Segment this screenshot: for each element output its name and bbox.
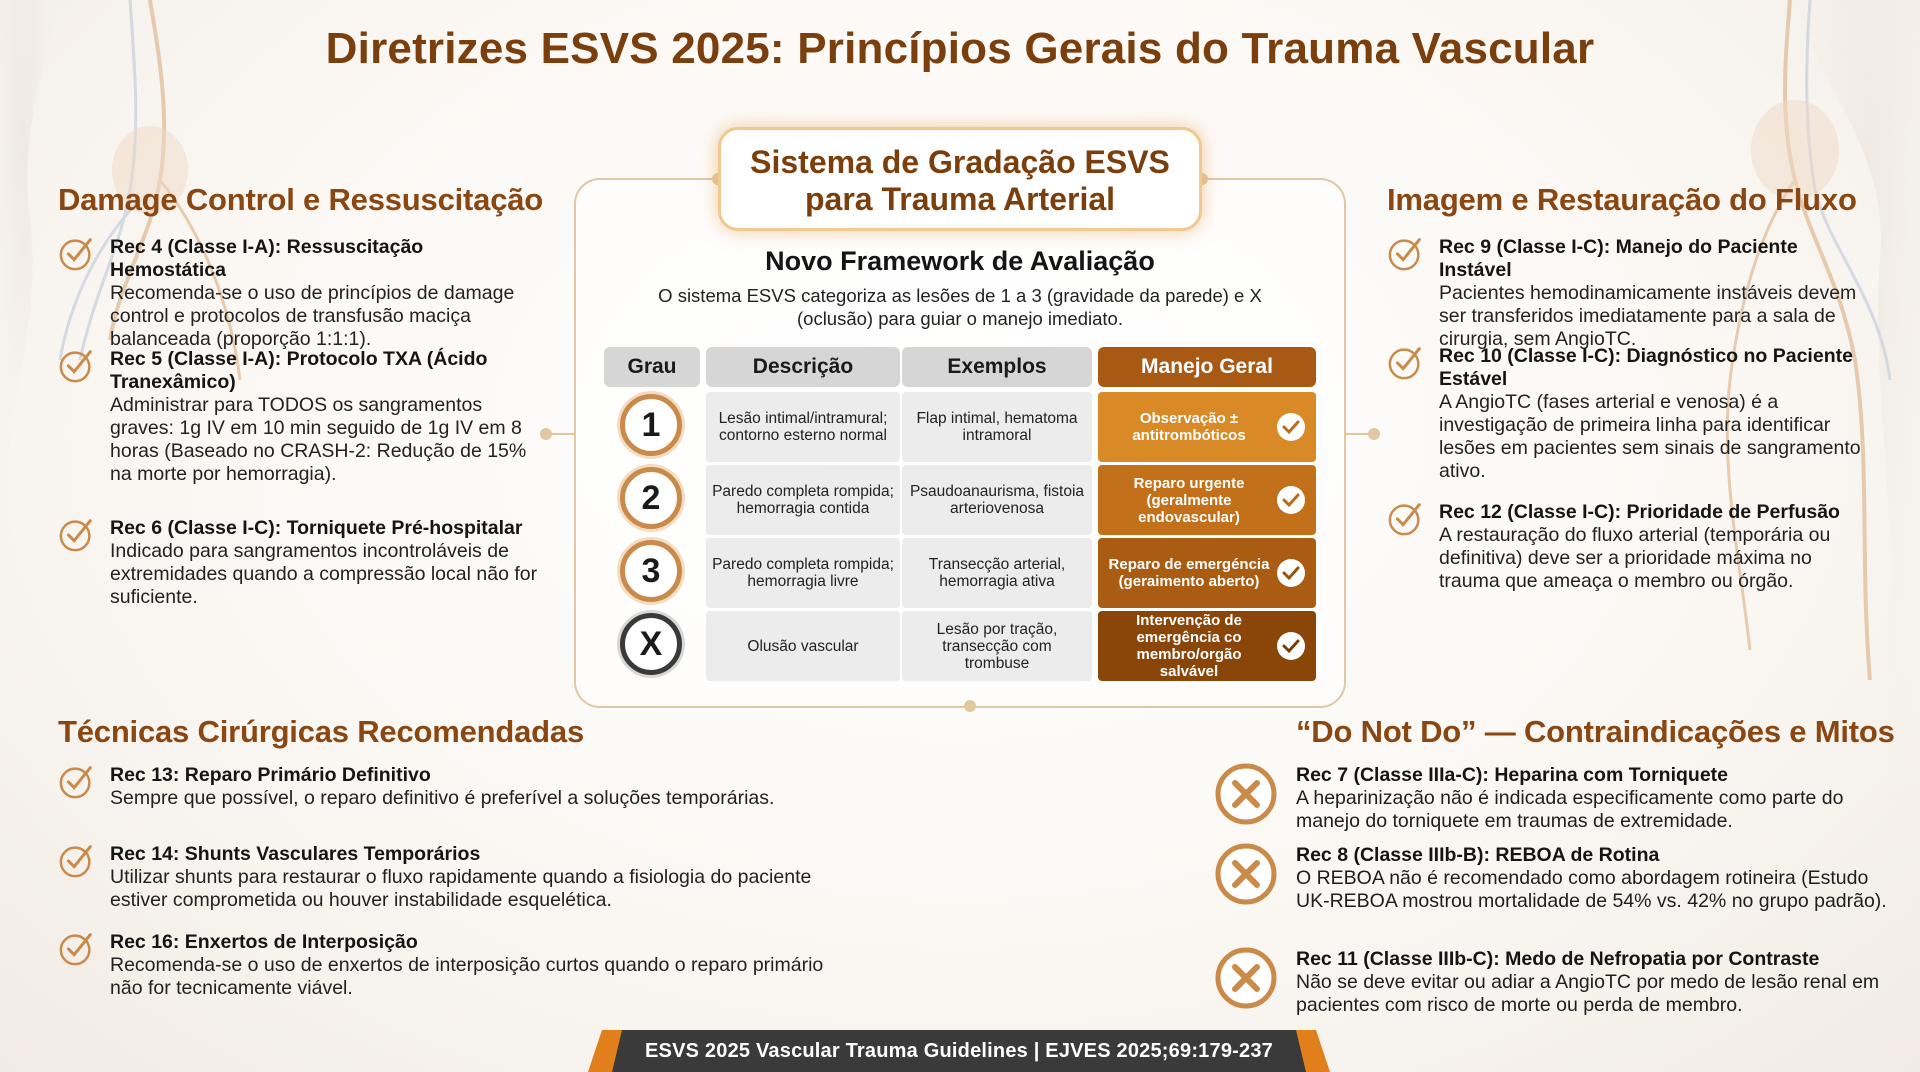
rec-item xyxy=(58,517,538,609)
rec-item xyxy=(1387,236,1867,351)
table-cell-exemplos: Flap intimal, hematoma intramoral xyxy=(902,392,1092,462)
rec-text: O REBOA não é recomendado como abordagem rotineira (Estudo UK-REBOA mostrou mortalidade de 54% vs. 42% no grupo padrão). xyxy=(1296,867,1887,912)
grade-badge: 3 xyxy=(620,540,682,602)
framework-description: O sistema ESVS categoriza as lesões de 1 a 3 (gravidade da parede) e X (oclusão) para guiar o manejo imediato. xyxy=(658,285,1262,329)
grade-badge: X xyxy=(620,613,682,675)
check-circle-icon xyxy=(58,234,96,272)
rec-item xyxy=(58,348,538,486)
donotdo-item xyxy=(1214,764,1894,833)
check-circle-icon xyxy=(58,841,96,879)
rec-text: A restauração do fluxo arterial (temporária ou definitiva) deve ser a prioridade máxima no trauma que ameaça o membro ou órgão. xyxy=(1439,524,1831,592)
check-circle-icon xyxy=(1387,234,1425,272)
rec-text: Indicado para sangramentos incontroláveis de extremidades quando a compressão local não for suficiente. xyxy=(110,540,538,608)
manejo-text: Observação ± antitrombóticos xyxy=(1132,410,1246,444)
rec-text: Administrar para TODOS os sangramentos graves: 1g IV em 10 min seguido de 1g IV em 8 horas (Baseado no CRASH-2: Redução de 15% na morte por hemorragia). xyxy=(110,394,527,485)
check-circle-icon xyxy=(58,762,96,800)
donotdo-item xyxy=(1214,948,1894,1017)
table-cell-manejo xyxy=(1098,392,1316,462)
rec-title: Rec 7 (Classe IIIa-C): Heparina com Torniquete xyxy=(1296,764,1728,786)
manejo-text: Reparo urgente (geralmente endovascular) xyxy=(1133,474,1245,526)
rec-item xyxy=(1387,345,1867,483)
table-cell-exemplos: Lesão por tração, transecção com trombuse xyxy=(902,611,1092,681)
framework-title: Novo Framework de Avaliação xyxy=(765,246,1155,276)
table-cell-descricao: Olusão vascular xyxy=(706,611,900,681)
rec-title: Rec 8 (Classe IIIb-B): REBOA de Rotina xyxy=(1296,844,1660,866)
column-header-exemplos: Exemplos xyxy=(902,347,1092,387)
rec-item xyxy=(58,764,858,810)
manejo-text: Intervenção de emergência co membro/orgão salvável xyxy=(1136,612,1242,680)
manejo-text: Reparo de emergéncia (geraimento aberto) xyxy=(1108,556,1270,590)
rec-title: Rec 9 (Classe I-C): Manejo do Paciente Instável xyxy=(1439,236,1798,281)
table-cell-exemplos: Psaudoanaurisma, fistoia arteriovenosa xyxy=(902,465,1092,535)
table-cell-descricao: Lesão intimal/intramural; contorno esterno normal xyxy=(706,392,900,462)
grade-badge: 1 xyxy=(620,394,682,456)
footer-citation: ESVS 2025 Vascular Trauma Guidelines | EJVES 2025;69:179-237 xyxy=(645,1039,1273,1062)
rec-item xyxy=(58,236,538,351)
rec-item xyxy=(58,843,858,912)
column-header-manejo: Manejo Geral xyxy=(1098,347,1316,387)
damage-control-heading: Damage Control e Ressuscitação xyxy=(58,182,544,217)
x-circle-icon xyxy=(1214,762,1278,826)
rec-title: Rec 5 (Classe I-A): Protocolo TXA (Ácido Tranexâmico) xyxy=(110,348,488,393)
surgical-heading: Técnicas Cirúrgicas Recomendadas xyxy=(58,714,584,749)
check-circle-icon xyxy=(58,515,96,553)
rec-title: Rec 14: Shunts Vasculares Temporários xyxy=(110,843,481,865)
connector-dot xyxy=(964,700,976,712)
imaging-heading: Imagem e Restauração do Fluxo xyxy=(1387,182,1857,217)
check-icon xyxy=(1276,558,1306,588)
grade-badge: 2 xyxy=(620,467,682,529)
rec-title: Rec 12 (Classe I-C): Prioridade de Perfusão xyxy=(1439,501,1840,523)
rec-title: Rec 4 (Classe I-A): Ressuscitação Hemostática xyxy=(110,236,424,281)
connector-dot xyxy=(540,428,552,440)
check-icon xyxy=(1276,631,1306,661)
rec-item xyxy=(1387,501,1867,593)
x-circle-icon xyxy=(1214,946,1278,1010)
rec-text: Pacientes hemodinamicamente instáveis devem ser transferidos imediatamente para a sala de cirurgia, sem AngioTC. xyxy=(1439,282,1857,350)
rec-text: A AngioTC (fases arterial e venosa) é a investigação de primeira linha para identificar lesões em pacientes sem sinais de sangramento ativo. xyxy=(1439,391,1861,482)
grading-title-line1: Sistema de Gradação ESVS xyxy=(750,144,1170,180)
table-cell-manejo xyxy=(1098,538,1316,608)
rec-title: Rec 6 (Classe I-C): Torniquete Pré-hospitalar xyxy=(110,517,523,539)
table-cell-descricao: Paredo completa rompida; hemorragia livre xyxy=(706,538,900,608)
rec-text: Sempre que possível, o reparo definitivo é preferível a soluções temporárias. xyxy=(110,787,775,809)
rec-title: Rec 13: Reparo Primário Definitivo xyxy=(110,764,431,786)
rec-title: Rec 16: Enxertos de Interposição xyxy=(110,931,418,953)
grading-title-line2: para Trauma Arterial xyxy=(804,181,1116,217)
grading-title xyxy=(718,127,1202,231)
rec-text: Utilizar shunts para restaurar o fluxo rapidamente quando a fisiologia do paciente estiver comprometida ou houver instabilidade esquelética. xyxy=(110,866,812,911)
donotdo-heading: “Do Not Do” — Contraindicações e Mitos xyxy=(1296,714,1895,749)
rec-item xyxy=(58,931,858,1000)
rec-text: Não se deve evitar ou adiar a AngioTC por medo de lesão renal em pacientes com risco de morte ou perda de membro. xyxy=(1296,971,1880,1016)
rec-title: Rec 11 (Classe IIIb-C): Medo de Nefropatia por Contraste xyxy=(1296,948,1820,970)
table-cell-manejo xyxy=(1098,465,1316,535)
rec-text: Recomenda-se o uso de enxertos de interposição curtos quando o reparo primário não for tecnicamente viável. xyxy=(110,954,824,999)
rec-title: Rec 10 (Classe I-C): Diagnóstico no Paciente Estável xyxy=(1439,345,1853,390)
x-circle-icon xyxy=(1214,842,1278,906)
check-circle-icon xyxy=(1387,499,1425,537)
check-circle-icon xyxy=(58,346,96,384)
check-icon xyxy=(1276,412,1306,442)
table-cell-manejo xyxy=(1098,611,1316,681)
rec-text: Recomenda-se o uso de princípios de damage control e protocolos de transfusão maciça balanceada (proporção 1:1:1). xyxy=(110,282,515,350)
donotdo-item xyxy=(1214,844,1894,913)
check-circle-icon xyxy=(58,929,96,967)
connector-dot xyxy=(1368,428,1380,440)
rec-text: A heparinização não é indicada especificamente como parte do manejo do torniquete em traumas de extremidade. xyxy=(1296,787,1844,832)
check-circle-icon xyxy=(1387,343,1425,381)
table-cell-descricao: Paredo completa rompida; hemorragia contida xyxy=(706,465,900,535)
column-header-grau: Grau xyxy=(604,347,700,387)
column-header-descricao: Descrição xyxy=(706,347,900,387)
check-icon xyxy=(1276,485,1306,515)
page-title: Diretrizes ESVS 2025: Princípios Gerais do Trauma Vascular xyxy=(325,24,1595,73)
table-cell-exemplos: Transecção arterial, hemorragia ativa xyxy=(902,538,1092,608)
